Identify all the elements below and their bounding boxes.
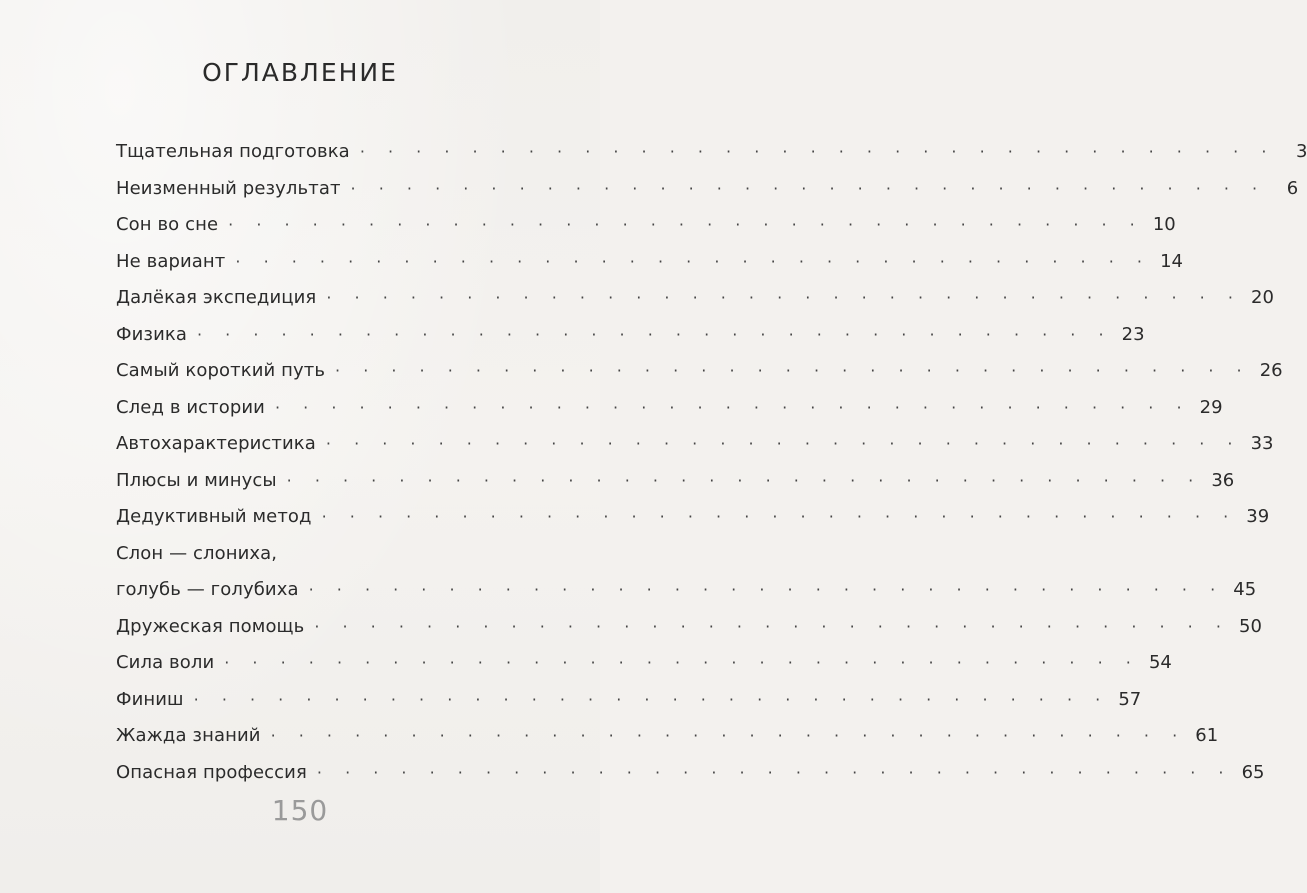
toc-entry-page: 26 xyxy=(1259,360,1283,381)
toc-entry xyxy=(116,317,1145,354)
toc-entry-page: 50 xyxy=(1239,615,1262,637)
toc-entry-page: 33 xyxy=(1250,433,1274,454)
toc-dot-leader: · · · · · · · · · · · · · · · · · · · · · · · · · · · · · · · · · xyxy=(350,178,1267,198)
toc-entry xyxy=(116,134,1307,171)
toc-entry-page: 3 xyxy=(1295,141,1307,162)
toc-entry-title: Опасная профессия xyxy=(116,761,307,783)
toc-entry-title: Неизменный результат xyxy=(116,177,341,199)
toc-entry-title: Дедуктивный метод xyxy=(116,506,312,527)
toc-entry xyxy=(116,244,1183,281)
toc-entry-page: 23 xyxy=(1121,323,1145,345)
page-title: ОГЛАВЛЕНИЕ xyxy=(202,58,398,87)
toc-entry xyxy=(116,353,1283,390)
toc-entry xyxy=(116,426,1274,463)
toc-entry xyxy=(116,645,1172,682)
toc-dot-leader: · · · · · · · · · · · · · · · · · · · · · · · · · · · · · · · · · xyxy=(335,361,1251,380)
toc-entry xyxy=(116,499,1270,536)
toc-entry-page: 6 xyxy=(1286,177,1299,199)
toc-entry xyxy=(116,682,1142,719)
toc-dot-leader: · · · · · · · · · · · · · · · · · · · · · · · · · · · · · · · · · xyxy=(274,397,1191,417)
toc-dot-leader: · · · · · · · · · · · · · · · · · · · · · · · · · · · · · · · · · xyxy=(359,142,1276,161)
toc-entry-title: Физика xyxy=(116,323,187,345)
toc-entry-title: голубь — голубиха xyxy=(116,579,299,600)
toc-entry xyxy=(116,718,1219,755)
toc-dot-leader: · · · · · · · · · · · · · · · · · · · · · · · · · · · · · · · · · xyxy=(228,215,1144,234)
toc-entry-page: 10 xyxy=(1152,214,1176,235)
toc-entry-page: 39 xyxy=(1246,506,1270,527)
toc-entry xyxy=(116,755,1265,792)
toc-entry-page: 45 xyxy=(1233,579,1257,600)
toc-dot-leader: · · · · · · · · · · · · · · · · · · · · · · · · · · · · · · · · · xyxy=(321,507,1238,526)
toc-entry-title: Финиш xyxy=(116,688,184,710)
toc-entry xyxy=(116,390,1223,427)
toc-entry-first-line xyxy=(116,536,560,573)
toc-dot-leader: · · · · · · · · · · · · · · · · · · · · · · · · · · · · · · · · · xyxy=(224,653,1140,672)
toc-dot-leader: · · · · · · · · · · · · · · · · · · · · · · · · · · · · · · · · · xyxy=(193,689,1110,709)
toc-entry-page: 54 xyxy=(1148,652,1172,673)
toc-dot-leader: · · · · · · · · · · · · · · · · · · · · · · · · · · · · · · · · · xyxy=(325,434,1242,453)
toc-dot-leader: · · · · · · · · · · · · · · · · · · · · · · · · · · · · · · · · · xyxy=(235,251,1151,271)
toc-dot-leader: · · · · · · · · · · · · · · · · · · · · · · · · · · · · · · · · · xyxy=(270,726,1187,745)
table-of-contents xyxy=(116,134,1307,791)
toc-entry-title: Сила воли xyxy=(116,652,215,673)
toc-dot-leader: · · · · · · · · · · · · · · · · · · · · · · · · · · · · · · · · · xyxy=(286,470,1203,490)
toc-entry-title: Дружеская помощь xyxy=(116,615,305,637)
toc-entry-page: 36 xyxy=(1211,469,1235,491)
toc-entry-page: 57 xyxy=(1118,688,1142,710)
toc-dot-leader: · · · · · · · · · · · · · · · · · · · · · · · · · · · · · · · · · xyxy=(196,324,1113,344)
toc-dot-leader: · · · · · · · · · · · · · · · · · · · · · · · · · · · · · · · · · xyxy=(314,616,1230,636)
toc-entry-title: След в истории xyxy=(116,396,265,418)
toc-entry xyxy=(116,463,1235,500)
toc-entry-title: Далёкая экспедиция xyxy=(116,287,317,308)
toc-entry-page: 29 xyxy=(1199,396,1223,418)
toc-entry-page: 14 xyxy=(1160,250,1183,272)
toc-dot-leader: · · · · · · · · · · · · · · · · · · · · · · · · · · · · · · · · · xyxy=(316,762,1233,782)
toc-entry-page: 20 xyxy=(1251,287,1274,308)
toc-dot-leader: · · · · · · · · · · · · · · · · · · · · · · · · · · · · · · · · · xyxy=(308,580,1225,599)
toc-entry xyxy=(116,609,1262,646)
toc-entry-title: Автохарактеристика xyxy=(116,433,316,454)
toc-entry-title: Жажда знаний xyxy=(116,725,261,746)
toc-entry-title: Плюсы и минусы xyxy=(116,469,277,491)
toc-entry-title: Не вариант xyxy=(116,250,226,272)
toc-entry-page: 65 xyxy=(1241,761,1265,783)
toc-entry xyxy=(116,171,1299,208)
toc-entry-page: 61 xyxy=(1195,725,1219,746)
toc-entry xyxy=(116,280,1274,317)
toc-entry-title-line1: Слон — слониха, xyxy=(116,542,278,564)
toc-dot-leader: · · · · · · · · · · · · · · · · · · · · · · · · · · · · · · · · · xyxy=(326,288,1242,307)
toc-entry xyxy=(116,207,1176,244)
toc-entry-title: Тщательная подготовка xyxy=(116,141,350,162)
toc-entry xyxy=(116,572,1257,609)
toc-entry-title: Сон во сне xyxy=(116,214,219,235)
page-number: 150 xyxy=(271,794,329,827)
toc-entry-title: Самый короткий путь xyxy=(116,360,326,381)
